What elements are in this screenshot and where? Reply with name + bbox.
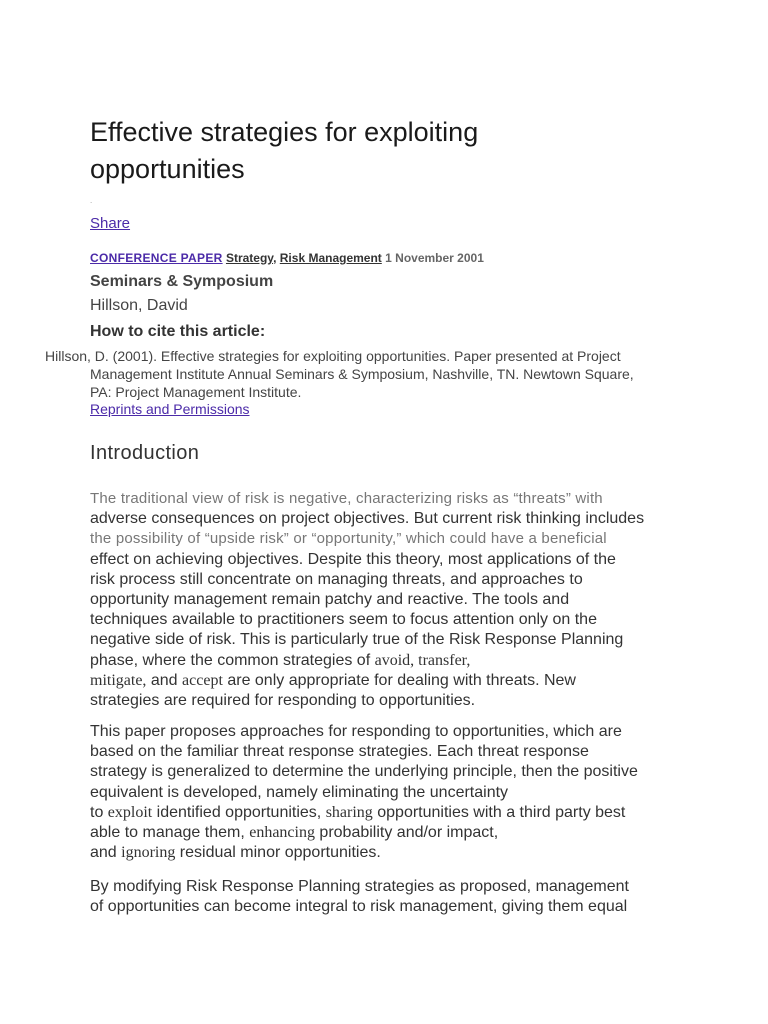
category-risk-management-link[interactable]: Risk Management [279,251,382,265]
paragraph-line [90,823,690,843]
paragraph-line: The traditional view of risk is negative, characterizing risks as “threats” with [90,490,603,507]
section-heading-introduction: Introduction [90,442,200,464]
paragraph-line: adverse consequences on project objectives. But current risk thinking includes [90,510,645,528]
citation-line: PA: Project Management Institute. [90,384,302,400]
paragraph-line [90,651,690,671]
body-paragraph [90,877,690,917]
strategy-term: ignoring [121,844,176,862]
citation-text [45,347,685,401]
category-strategy-link[interactable]: Strategy [225,251,274,265]
line-text: and [90,844,122,862]
strategy-term: mitigate, [90,671,147,689]
strategy-term: avoid, transfer, [374,651,471,669]
strategy-term: enhancing [249,824,315,842]
line-text: and [146,671,183,689]
line-text: residual minor opportunities. [175,844,381,862]
body-paragraph [90,722,690,863]
line-text: phase, where the common strategies of [90,651,375,669]
category-separator: , [273,251,277,265]
paragraph-line: strategies are required for responding to opportunities. [90,692,476,710]
paragraph-line: equivalent is developed, namely eliminating the uncertainty [90,783,509,801]
share-link[interactable]: Share [90,215,131,232]
paragraph-line: effect on achieving objectives. Despite this theory, most applications of the [90,550,616,568]
separator-dot: . [90,196,93,205]
paragraph-line: the possibility of “upside risk” or “opportunity,” which could have a beneficial [90,530,607,548]
reprints-permissions-link[interactable]: Reprints and Permissions [90,401,250,417]
author-name: Hillson, David [90,297,188,314]
paragraph-line: techniques available to practitioners seem to focus attention only on the [90,611,597,629]
paragraph-line: based on the familiar threat response strategies. Each threat response [90,743,589,761]
paragraph-line: opportunity management remain patchy and reactive. The tools and [90,591,570,609]
paragraph-line: By modifying Risk Response Planning strategies as proposed, management [90,878,629,895]
publish-date: 1 November 2001 [385,251,484,265]
paragraph-line: risk process still concentrate on managing threats, and approaches to [90,570,583,588]
paragraph-line [90,671,690,691]
line-text: probability and/or impact, [314,824,499,842]
paragraph-line: of opportunities can become integral to risk management, giving them equal [90,898,628,916]
paragraph-line [90,843,690,863]
event-name: Seminars & Symposium [90,273,274,290]
citation-line: Management Institute Annual Seminars & Symposium, Nashville, TN. Newtown Square, [90,366,634,382]
article-title: Effective strategies for exploiting opportunities [90,117,479,184]
content-type-link[interactable]: CONFERENCE PAPER [90,251,223,265]
line-text: are only appropriate for dealing with threats. New [222,671,576,689]
line-text: identified opportunities, [152,803,326,821]
line-text: to [90,803,108,821]
strategy-term: exploit [107,803,153,821]
strategy-term: accept [182,671,223,689]
paragraph-line [90,803,690,823]
paragraph-line: strategy is generalized to determine the underlying principle, then the positive [90,763,638,781]
line-text: able to manage them, [90,824,250,842]
strategy-term: sharing [325,803,373,821]
paragraph-line: This paper proposes approaches for responding to opportunities, which are [90,723,622,740]
article-meta [90,251,484,265]
line-text: opportunities with a third party best [372,803,626,821]
body-paragraph [90,489,690,711]
cite-heading: How to cite this article: [90,323,266,340]
paragraph-line: negative side of risk. This is particularly true of the Risk Response Planning [90,631,624,649]
citation-line: Hillson, D. (2001). Effective strategies for exploiting opportunities. Paper presented at Project [45,348,621,364]
